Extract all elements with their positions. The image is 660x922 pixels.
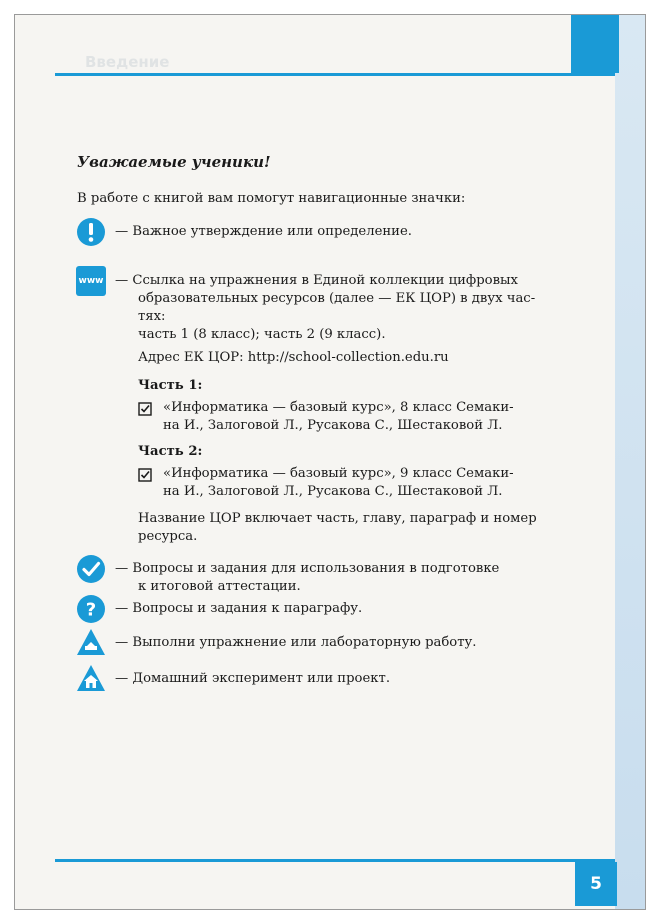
checkbox-checked-icon [138, 402, 152, 416]
section-ghost-title: Введение [85, 53, 170, 71]
legend-exam-line2: к итоговой аттестации. [138, 579, 301, 594]
legend-exam-line1: — Вопросы и задания для использования в подготовке [115, 561, 500, 576]
legend-questions: — Вопросы и задания к параграфу. [115, 601, 363, 616]
legend-link-line3: тях: [138, 309, 166, 324]
part1-title: Часть 1: [138, 378, 203, 393]
page-number: 5 [575, 862, 617, 906]
legend-link-line1: — Ссылка на упражнения в Единой коллекции цифровых [115, 273, 518, 288]
cor-note-line1: Название ЦОР включает часть, главу, параграф и номер [138, 511, 537, 526]
part1-line1: «Информатика — базовый курс», 8 класс Семаки- [163, 400, 514, 415]
question-icon [76, 594, 106, 624]
home-triangle-icon [76, 663, 106, 693]
part2-title: Часть 2: [138, 444, 203, 459]
legend-home: — Домашний эксперимент или проект. [115, 671, 391, 686]
book-page [14, 14, 646, 910]
legend-link-line4: часть 1 (8 класс); часть 2 (9 класс). [138, 327, 386, 342]
www-icon [76, 266, 106, 296]
part1-line2: на И., Залоговой Л., Русакова С., Шестаковой Л. [163, 418, 503, 433]
www-icon-label: www [78, 276, 104, 286]
side-color-strip [615, 15, 645, 909]
legend-lab: — Выполни упражнение или лабораторную работу. [115, 635, 477, 650]
bottom-rule [55, 859, 615, 862]
lab-triangle-icon [76, 627, 106, 657]
exclamation-icon [76, 217, 106, 247]
top-rule [55, 73, 615, 76]
legend-link-line2: образовательных ресурсов (далее — ЕК ЦОР) в двух час- [138, 291, 536, 306]
part2-line1: «Информатика — базовый курс», 9 класс Семаки- [163, 466, 514, 481]
ek-cor-address: Адрес ЕК ЦОР: http://school-collection.edu.ru [138, 350, 449, 365]
cor-note-line2: ресурса. [138, 529, 198, 544]
intro-text: В работе с книгой вам помогут навигационные значки: [77, 191, 466, 206]
check-circle-icon [76, 554, 106, 584]
part2-line2: на И., Залоговой Л., Русакова С., Шестаковой Л. [163, 484, 503, 499]
legend-important: — Важное утверждение или определение. [115, 224, 412, 239]
svg-text:?: ? [85, 599, 97, 621]
greeting: Уважаемые ученики! [77, 153, 271, 171]
checkbox-checked-icon [138, 468, 152, 482]
top-accent-block [571, 15, 619, 73]
